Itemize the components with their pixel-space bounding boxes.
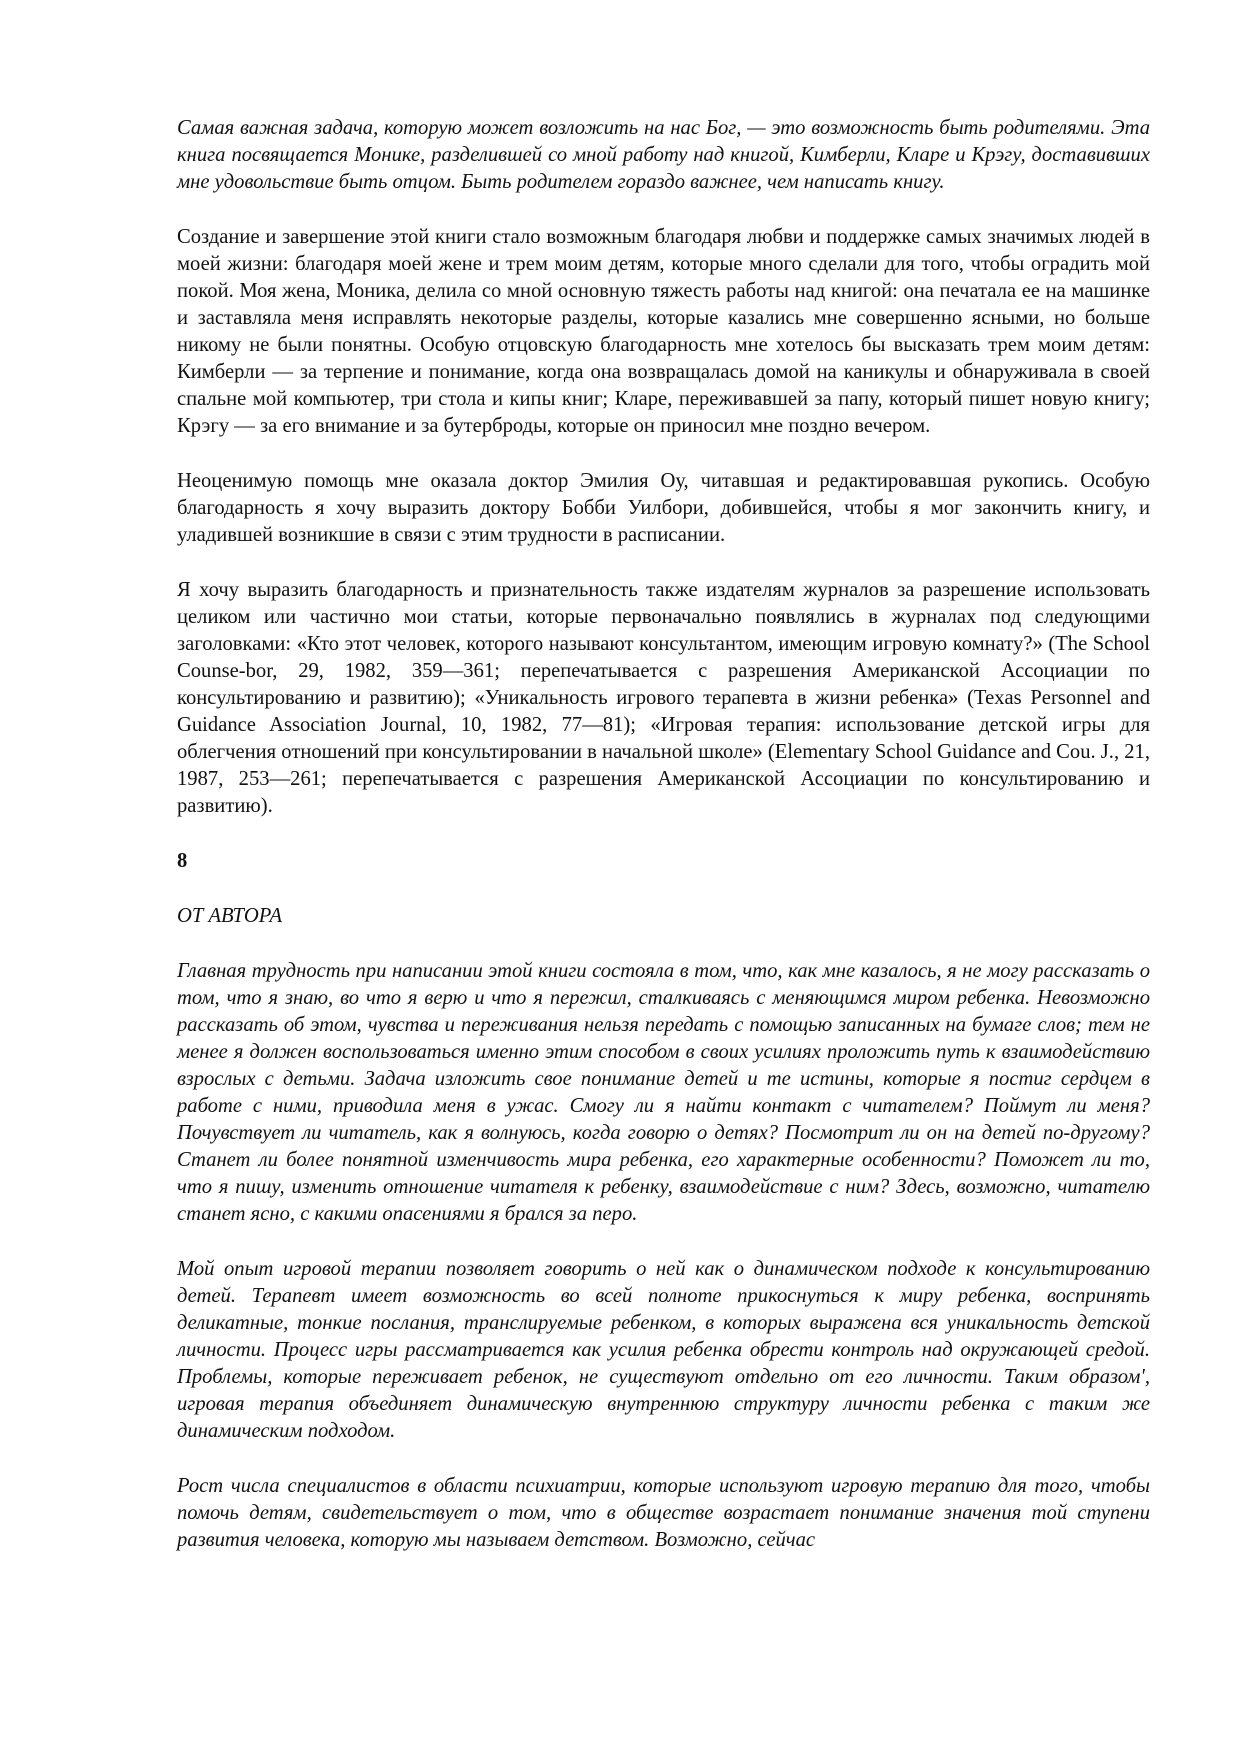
acknowledgements-paragraph-2: Неоценимую помощь мне оказала доктор Эмилия Оу, читавшая и редактировавшая рукопись. Особую благодарность я хочу выразить доктору Бобби Уилбори, добившейся, чтобы я мог закончить книгу, и уладившей возникшие в связи с этим трудности в расписании. (177, 470, 1150, 546)
paragraph-gap (177, 440, 1150, 468)
paragraph-gap (177, 1445, 1150, 1473)
author-paragraph-1: Главная трудность при написании этой книги состояла в том, что, как мне казалось, я не могу рассказать о том, что я знаю, во что я верю и что я пережил, сталкиваясь с меняющимся миром ребенка. Невозможно рассказать об этом, чувства и переживания нельзя передать с помощью записанных на бумаге слов; тем не менее я должен воспользоваться именно этим способом в своих усилиях проложить путь к взаимодействию взрослых с детьми. Задача изложить свое понимание детей и те истины, которые я постиг сердцем в работе с ними, приводила меня в ужас. Смогу ли я найти контакт с читателем? Поймут ли меня? Почувствует ли читатель, как я волнуюсь, когда говорю о детях? Посмотрит ли он на детей по-другому? Станет ли более понятной изменчивость мира ребенка, его характерные особенности? Поможет ли то, что я пишу, изменить отношение читателя к ребенку, взаимодействие с ним? Здесь, возможно, читателю станет ясно, с какими опасениями я брался за перо. (177, 960, 1150, 1225)
paragraph-gap (177, 930, 1150, 958)
document-page (177, 115, 1150, 1554)
paragraph-gap (177, 820, 1150, 848)
acknowledgements-paragraph-3: Я хочу выразить благодарность и признательность также издателям журналов за разрешение использовать целиком или частично мои статьи, которые первоначально появлялись в журналах под следующими заголовками: «Кто этот человек, которого называют консультантом, имеющим игровую комнату?» (The School Counse-bor, 29, 1982, 359—361; перепечатывается с разрешения Американской Ассоциации по консультированию и развитию); «Уникальность игрового терапевта в жизни ребенка» (Texas Personnel and Guidance Association Journal, 10, 1982, 77—81); «Игровая терапия: использование детской игры для облегчения отношений при консультировании в начальной школе» (Elementary School Guidance and Cou. J., 21, 1987, 253—261; перепечатывается с разрешения Американской Ассоциации по консультированию и развитию). (177, 579, 1150, 817)
paragraph-gap (177, 549, 1150, 577)
paragraph-gap (177, 875, 1150, 903)
author-paragraph-2: Мой опыт игровой терапии позволяет говорить о ней как о динамическом подходе к консультированию детей. Терапевт имеет возможность во всей полноте прикоснуться к миру ребенка, воспринять деликатные, тонкие послания, транслируемые ребенком, в которых выражена вся уникальность детской личности. Процесс игры рассматривается как усилия ребенка обрести контроль над окружающей средой. Проблемы, которые переживает ребенок, не существуют отдельно от его личности. Таким образом', игровая терапия объединяет динамическую внутреннюю структуру личности ребенка с таким же динамическим подходом. (177, 1258, 1150, 1442)
section-title: ОТ АВТОРА (177, 905, 283, 927)
author-paragraph-3: Рост числа специалистов в области психиатрии, которые используют игровую терапию для того, чтобы помочь детям, свидетельствует о том, что в обществе возрастает понимание значения той ступени развития человека, которую мы называем детством. Возможно, сейчас (177, 1475, 1150, 1551)
paragraph-gap (177, 196, 1150, 224)
dedication-paragraph: Самая важная задача, которую может возложить на нас Бог, — это возможность быть родителями. Эта книга посвящается Монике, разделившей со мной работу над книгой, Кимберли, Кларе и Крэгу, доставивших мне удовольствие быть отцом. Быть родителем гораздо важнее, чем написать книгу. (177, 117, 1150, 193)
page-number: 8 (177, 850, 188, 872)
paragraph-gap (177, 1228, 1150, 1256)
acknowledgements-paragraph-1: Создание и завершение этой книги стало возможным благодаря любви и поддержке самых значимых людей в моей жизни: благодаря моей жене и трем моим детям, которые много сделали для того, чтобы оградить мой покой. Моя жена, Моника, делила со мной основную тяжесть работы над книгой: она печатала ее на машинке и заставляла меня исправлять некоторые разделы, которые казались мне совершенно ясными, но больше никому не были понятны. Особую отцовскую благодарность мне хотелось бы высказать трем моим детям: Кимберли — за терпение и понимание, когда она возвращалась домой на каникулы и обнаруживала в своей спальне мой компьютер, три стола и кипы книг; Кларе, переживавшей за папу, который пишет новую книгу; Крэгу — за его внимание и за бутерброды, которые он приносил мне поздно вечером. (177, 226, 1150, 437)
